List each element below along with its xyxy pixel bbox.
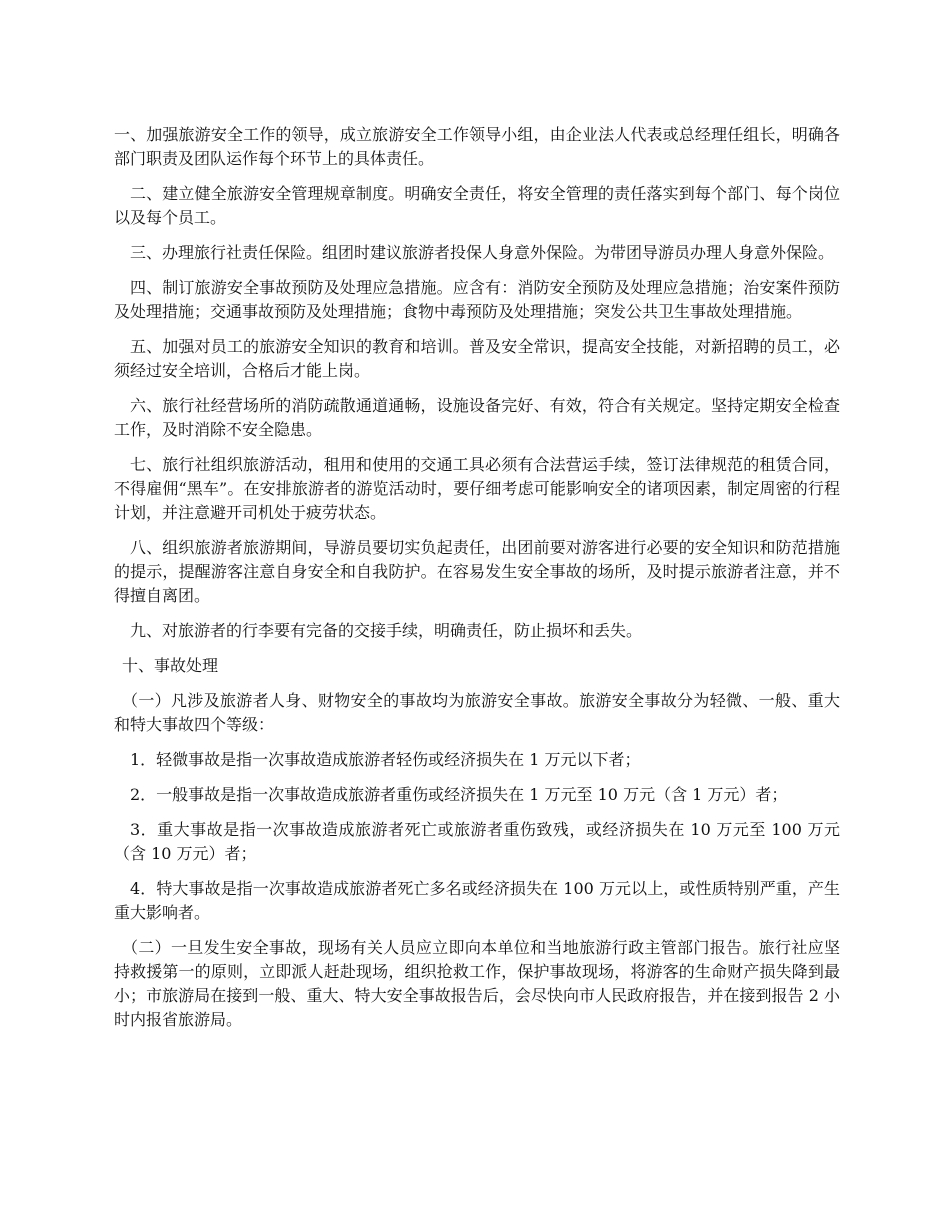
list-item-severe-accident: 4．特大事故是指一次事故造成旅游者死亡多名或经济损失在 100 万元以上，或性质特别严重，产生重大影响者。 xyxy=(114,879,840,922)
list-item-general-accident: 2．一般事故是指一次事故造成旅游者重伤或经济损失在 1 万元至 10 万元（含 1 万元）者； xyxy=(130,785,788,804)
paragraph-transport: 七、旅行社组织旅游活动，租用和使用的交通工具必须有合法营运手续，签订法律规范的租赁合同，不得雇佣“黑车”。在安排旅游者的游览活动时，要仔细考虑可能影响安全的诸项因素，制定周密的行程计划，并注意避开司机处于疲劳状态。 xyxy=(114,455,840,522)
paragraph-fire-safety: 六、旅行社经营场所的消防疏散通道通畅，设施设备完好、有效，符合有关规定。坚持定期安全检查工作，及时消除不安全隐患。 xyxy=(114,396,840,439)
paragraph-accident-heading: 十、事故处理 xyxy=(122,656,219,675)
paragraph-rules: 二、建立健全旅游安全管理规章制度。明确安全责任，将安全管理的责任落实到每个部门、每个岗位以及每个员工。 xyxy=(114,184,840,227)
paragraph-accident-definition: （一）凡涉及旅游者人身、财物安全的事故均为旅游安全事故。旅游安全事故分为轻微、一般、重大和特大事故四个等级： xyxy=(114,691,840,734)
paragraph-luggage: 九、对旅游者的行李要有完备的交接手续，明确责任，防止损坏和丢失。 xyxy=(130,621,643,640)
paragraph-insurance: 三、办理旅行社责任保险。组团时建议旅游者投保人身意外保险。为带团导游员办理人身意外保险。 xyxy=(130,243,835,262)
document-body xyxy=(114,123,840,1043)
paragraph-training: 五、加强对员工的旅游安全知识的教育和培训。普及安全常识，提高安全技能，对新招聘的员工，必须经过安全培训，合格后才能上岗。 xyxy=(114,337,840,380)
paragraph-reporting: （二）一旦发生安全事故，现场有关人员应立即向本单位和当地旅游行政主管部门报告。旅行社应坚持救援第一的原则，立即派人赶赴现场，组织抢救工作，保护事故现场，将游客的生命财产损失降到最小；市旅游局在接到一般、重大、特大安全事故报告后，会尽快向市人民政府报告，并在接到报告 2 小时内报省旅游局。 xyxy=(114,938,840,1029)
list-item-major-accident: 3．重大事故是指一次事故造成旅游者死亡或旅游者重伤致残，或经济损失在 10 万元至 100 万元（含 10 万元）者； xyxy=(114,820,840,863)
paragraph-leadership: 一、加强旅游安全工作的领导，成立旅游安全工作领导小组，由企业法人代表或总经理任组长，明确各部门职责及团队运作每个环节上的具体责任。 xyxy=(114,125,840,168)
paragraph-emergency-measures: 四、制订旅游安全事故预防及处理应急措施。应含有：消防安全预防及处理应急措施；治安案件预防及处理措施；交通事故预防及处理措施；食物中毒预防及处理措施；突发公共卫生事故处理措施。 xyxy=(114,278,840,321)
list-item-minor-accident: 1．轻微事故是指一次事故造成旅游者轻伤或经济损失在 1 万元以下者； xyxy=(130,750,641,769)
paragraph-guide-duty: 八、组织旅游者旅游期间，导游员要切实负起责任，出团前要对游客进行必要的安全知识和防范措施的提示，提醒游客注意自身安全和自我防护。在容易发生安全事故的场所，及时提示旅游者注意，并不得擅自离团。 xyxy=(114,538,840,605)
